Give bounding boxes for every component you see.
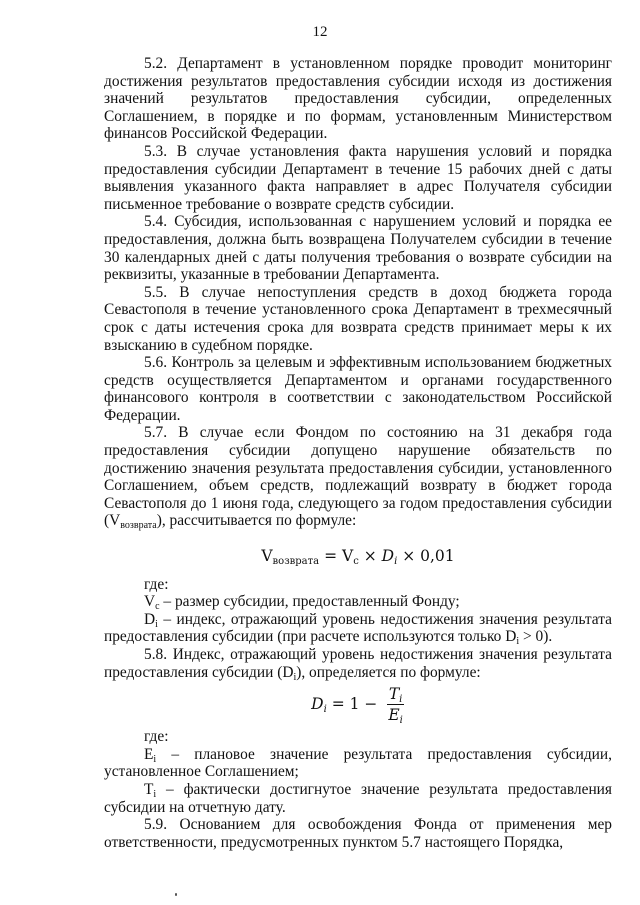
def-ti-text: – фактически достигнутое значение результата предоставления субсидии на отчетную дату.	[104, 780, 612, 816]
def-vc-sub: c	[155, 601, 160, 613]
f2-numerator	[387, 685, 405, 705]
document-body	[104, 55, 612, 851]
f2-den: E	[388, 706, 400, 725]
def-ei-head: E	[144, 745, 154, 763]
f2-num: T	[388, 685, 400, 704]
page-number: 12	[312, 24, 328, 40]
def-ti-head: T	[144, 780, 154, 798]
scan-speck	[175, 893, 177, 896]
def-di-sub2: i	[516, 636, 520, 648]
paragraph-5-8	[104, 646, 612, 681]
definition-di	[104, 611, 612, 646]
where-label-2: где:	[144, 728, 169, 746]
def-vc-text: – размер субсидии, предоставленный Фонду;	[159, 593, 460, 611]
p57-sub: возврата	[120, 520, 157, 532]
paragraph-5-2: 5.2. Департамент в установленном порядке проводит мониторинг достижения результатов предоставления субсидии исходя из достижения значений результатов предоставления субсидии, определенных Соглашением, в порядке и по формам, установленным Министерством финансов Российской Федерации.	[104, 55, 612, 143]
f2-num-sub: i	[399, 694, 403, 706]
f1-d-sub: i	[394, 556, 398, 568]
f2-eq: = 1 −	[326, 694, 383, 713]
definition-ei	[104, 746, 612, 781]
f1-v: V	[261, 547, 273, 566]
paragraph-5-4: 5.4. Субсидия, использованная с нарушением условий и порядка ее предоставления, должна быть возвращена Получателем субсидии в течение 30 календарных дней с даты получения требования о возврате субсидии на реквизиты, указанные в требовании Департамента.	[104, 213, 612, 284]
paragraph-5-7	[104, 424, 612, 530]
f2-fraction	[386, 685, 405, 727]
p58-text: 5.8. Индекс, отражающий уровень недостижения значения результата предоставления субсидии (D	[104, 646, 612, 681]
p58-sub: i	[293, 671, 297, 683]
f1-d: D	[381, 547, 395, 566]
where-label-1: где:	[144, 575, 169, 593]
f1-eq: = V	[319, 547, 354, 566]
formula-di	[104, 685, 612, 727]
p57-tail: ), рассчитывается по формуле:	[156, 512, 357, 530]
f2-denominator	[386, 705, 405, 727]
definition-vc	[104, 593, 612, 611]
p58-tail: ), определяется по формуле:	[296, 663, 481, 681]
paragraph-5-9: 5.9. Основанием для освобождения Фонда от применения мер ответственности, предусмотренных пунктом 5.7 настоящего Порядка,	[104, 816, 612, 851]
def-ei-sub: i	[153, 753, 157, 765]
formula-v-return	[104, 548, 612, 566]
paragraph-5-6: 5.6. Контроль за целевым и эффективным использованием бюджетных средств осуществляется Департаментом и органами государственного финансового контроля в соответствии с законодательством Российской Федерации.	[104, 354, 612, 424]
f2-lhs-sub: i	[323, 703, 327, 715]
paragraph-5-5: 5.5. В случае непоступления средств в доход бюджета города Севастополя в течение установленного срока Департамент в трехмесячный срок с даты истечения срока для возврата средств принимает меры к их взысканию в судебном порядке.	[104, 283, 612, 354]
def-di-tail: > 0).	[519, 628, 553, 646]
definition-ti	[104, 781, 612, 816]
def-di-head: D	[144, 610, 156, 628]
paragraph-5-3: 5.3. В случае установления факта нарушения условий и порядка предоставления субсидии Департамент в течение 15 рабочих дней с даты выявления указанного факта направляет в адрес Получателя субсидии письменное требование о возврате средств субсидии.	[104, 142, 612, 213]
f1-v-sub: возврата	[272, 556, 320, 568]
f2-lhs: D	[311, 694, 324, 713]
def-ti-sub: i	[153, 788, 157, 800]
def-di-sub: i	[155, 618, 158, 630]
p57-text: 5.7. В случае если Фондом по состоянию на 31 декабря года предоставления субсидии допущено нарушение обязательств по достижению значения результата предоставления субсидии, установленного Соглашением, объем средств, подлежащий возврату в бюджет города Севастополя до 1 июня года, следующего за годом предоставления субсидии (V	[104, 424, 612, 530]
f2-den-sub: i	[399, 715, 403, 727]
def-di-text: – индекс, отражающий уровень недостижения значения результата предоставления субсидии (при расчете используются только D	[104, 610, 612, 646]
f1-times1: ×	[358, 547, 382, 566]
def-ei-text: – плановое значение результата предоставления субсидии, установленное Соглашением;	[104, 745, 612, 781]
f1-vc-sub: c	[353, 556, 359, 568]
f1-times2: × 0,01	[397, 547, 455, 566]
def-vc-head: V	[144, 593, 156, 611]
